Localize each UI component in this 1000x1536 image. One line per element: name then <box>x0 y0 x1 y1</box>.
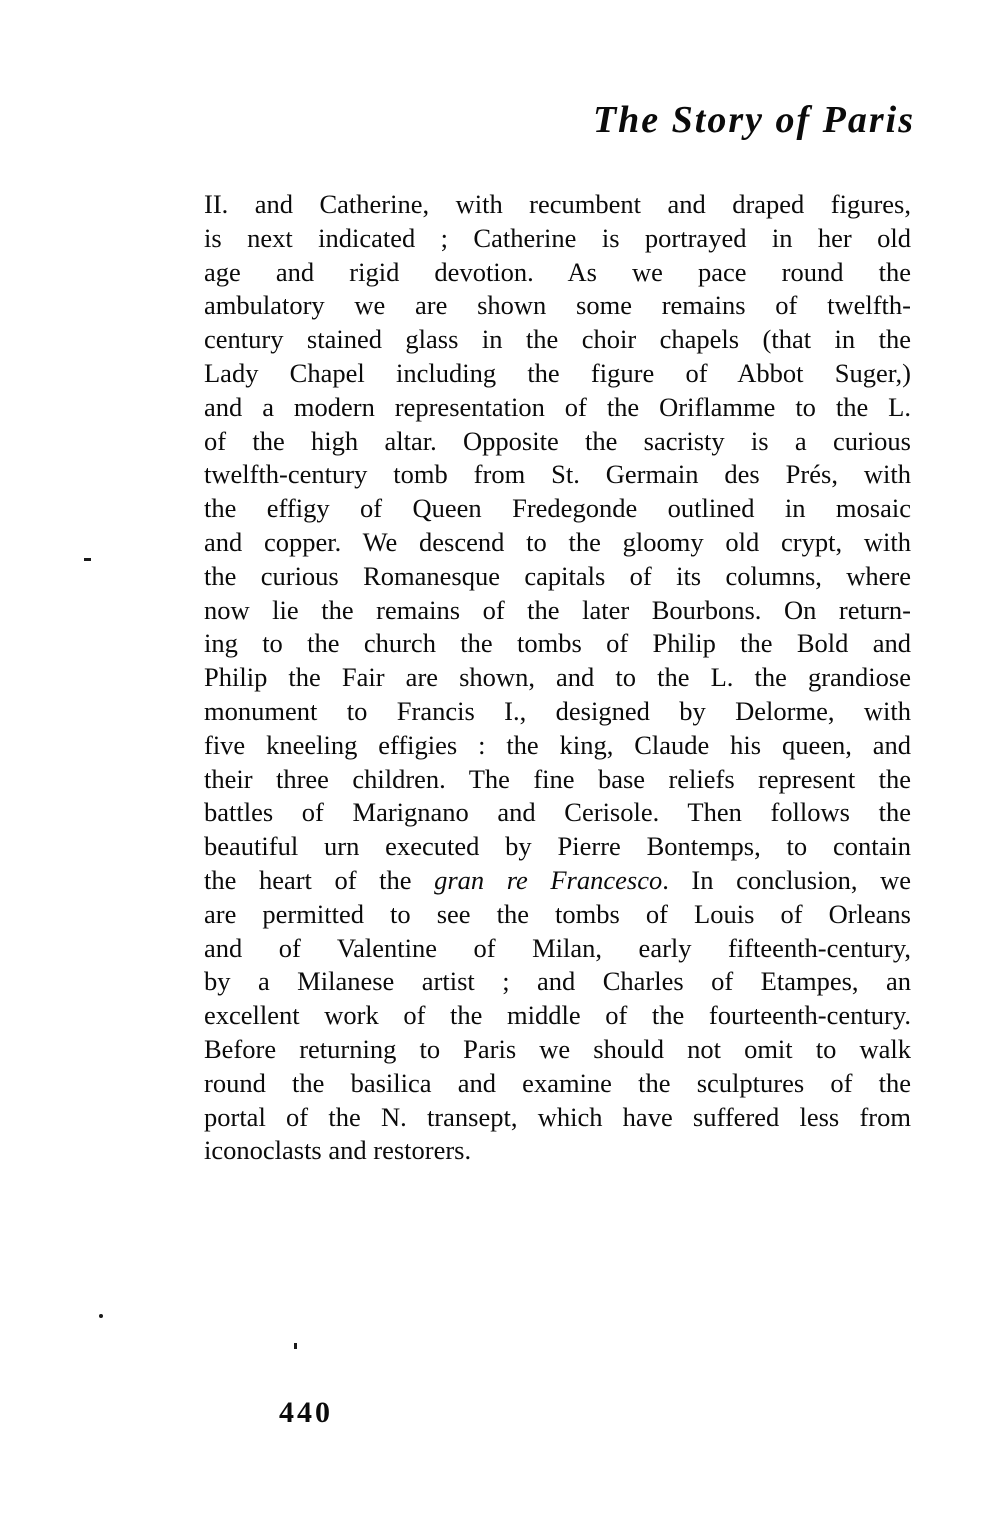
running-header-title: The Story of Paris <box>592 99 915 141</box>
scan-speck <box>294 1343 297 1349</box>
text-segment: the effigy of Queen Fredegonde outlined in mosaic <box>204 493 911 524</box>
text-segment: ambulatory we are shown some remains of twelfth- <box>204 290 911 321</box>
text-segment: excellent work of the middle of the fourteenth-century. <box>204 1000 911 1031</box>
text-segment: monument to Francis I., designed by Delorme, with <box>204 695 911 726</box>
text-segment: now lie the remains of the later Bourbons. On return- <box>204 594 911 625</box>
text-line <box>204 898 911 932</box>
text-line <box>204 289 911 323</box>
text-segment: by a Milanese artist ; and Charles of Etampes, an <box>204 966 911 997</box>
text-line <box>204 222 911 256</box>
text-line <box>204 188 911 222</box>
text-line <box>204 661 911 695</box>
text-segment: round the basilica and examine the sculptures of the <box>204 1067 911 1098</box>
text-line <box>204 357 911 391</box>
text-line <box>204 729 911 763</box>
text-line <box>204 763 911 797</box>
text-line <box>204 965 911 999</box>
text-line <box>204 1067 911 1101</box>
text-line <box>204 695 911 729</box>
text-line <box>204 425 911 459</box>
text-segment: century stained glass in the choir chapels (that in the <box>204 324 911 355</box>
text-segment: the curious Romanesque capitals of its columns, where <box>204 560 911 591</box>
text-line <box>204 932 911 966</box>
text-segment: age and rigid devotion. As we pace round the <box>204 256 911 287</box>
page-number: 440 <box>279 1396 333 1429</box>
body-text <box>204 188 911 1168</box>
text-segment: Before returning to Paris we should not omit to walk <box>204 1033 911 1064</box>
scan-speck <box>99 1314 103 1318</box>
text-segment: beautiful urn executed by Pierre Bontemps, to contain <box>204 831 911 862</box>
italic-text: gran re Francesco <box>434 864 663 895</box>
text-line <box>204 526 911 560</box>
text-segment: their three children. The fine base reliefs represent the <box>204 763 911 794</box>
text-segment: and copper. We descend to the gloomy old crypt, with <box>204 526 911 557</box>
text-segment: and of Valentine of Milan, early fifteenth-century, <box>204 932 911 963</box>
text-line <box>204 458 911 492</box>
text-segment: . In conclusion, we <box>662 864 911 895</box>
text-segment: of the high altar. Opposite the sacristy is a curious <box>204 425 911 456</box>
text-line <box>204 391 911 425</box>
text-line <box>204 830 911 864</box>
text-segment: II. and Catherine, with recumbent and draped figures, <box>204 189 911 219</box>
text-segment: is next indicated ; Catherine is portrayed in her old <box>204 222 911 253</box>
text-line <box>204 999 911 1033</box>
text-segment: iconoclasts and restorers. <box>204 1135 472 1166</box>
text-line <box>204 627 911 661</box>
text-line <box>204 796 911 830</box>
text-line <box>204 560 911 594</box>
text-segment: Lady Chapel including the figure of Abbot Suger,) <box>204 357 911 388</box>
text-segment: ing to the church the tombs of Philip the Bold and <box>204 628 911 659</box>
text-segment: portal of the N. transept, which have suffered less from <box>204 1101 911 1132</box>
text-segment: five kneeling effigies : the king, Claude his queen, and <box>204 729 911 760</box>
text-line <box>204 256 911 290</box>
text-segment: battles of Marignano and Cerisole. Then follows the <box>204 797 911 828</box>
text-line <box>204 323 911 357</box>
text-segment: Philip the Fair are shown, and to the L. the grandiose <box>204 662 911 693</box>
text-line <box>204 1101 911 1135</box>
text-line <box>204 594 911 628</box>
text-line <box>204 1134 911 1168</box>
text-line <box>204 864 911 898</box>
text-segment: are permitted to see the tombs of Louis of Orleans <box>204 898 911 929</box>
text-segment: twelfth-century tomb from St. Germain des Prés, with <box>204 459 911 490</box>
text-line <box>204 1033 911 1067</box>
text-segment: the heart of the <box>204 864 435 895</box>
text-line <box>204 492 911 526</box>
text-segment: and a modern representation of the Oriflamme to the L. <box>204 391 911 422</box>
scan-speck <box>84 558 91 561</box>
